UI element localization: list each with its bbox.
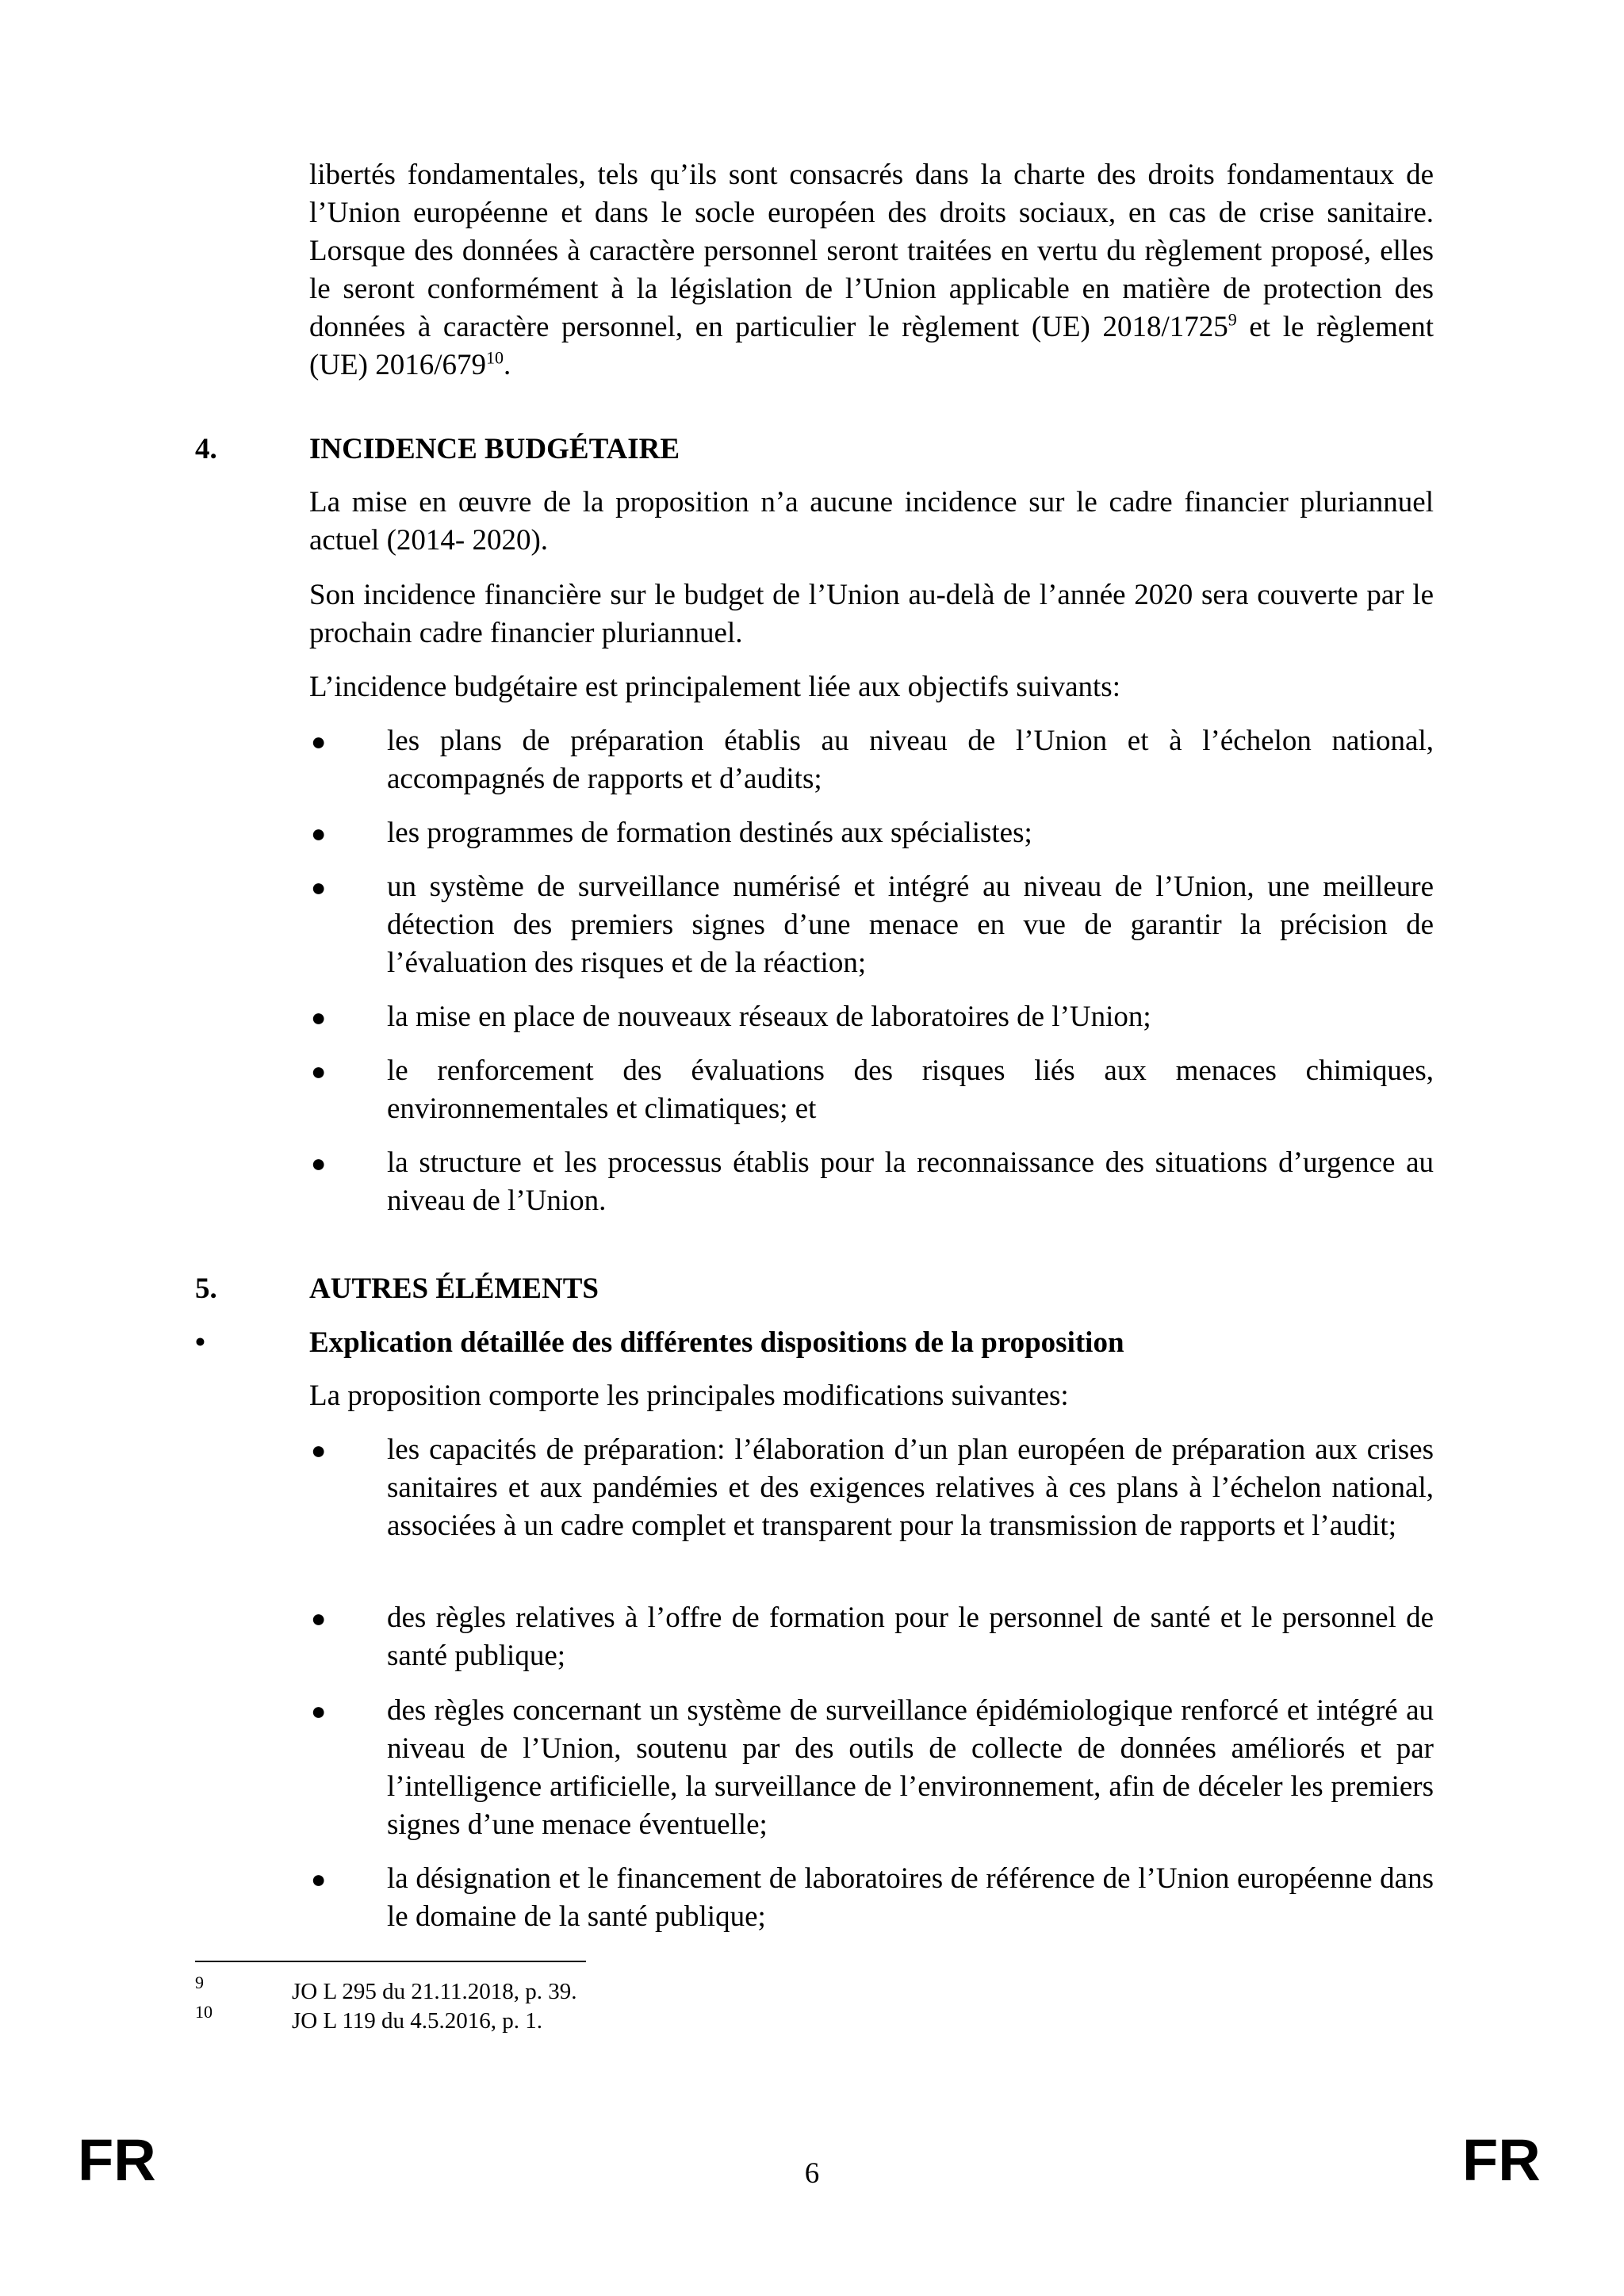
bullet-icon: ● [311,1865,327,1893]
footnote-separator [195,1961,586,1962]
intro-text-1: libertés fondamentales, tels qu’ils sont consacrés dans la charte des droits fondamentaux de l’Union européenne et dans le socle européen des droits sociaux, en cas de crise sanitaire. Lorsque des données à caractère personnel seront traitées en vertu du règlement proposé, elles le seront conformément à la législation de l’Union applicable en matière de protection des données à caractère personnel, en particulier le règlement (UE) 2018/1725 [309,159,1434,343]
section-4-bullet-4: la mise en place de nouveaux réseaux de laboratoires de l’Union; [387,1001,1151,1033]
section-4-bullet-5: le renforcement des évaluations des risques liés aux menaces chimiques, environnementales et climatiques; et [387,1054,1434,1125]
bullet-icon: ● [311,1697,327,1725]
intro-text-2: et le règlement (UE) 2016/679 [309,311,1434,381]
bullet-icon: ● [311,819,327,848]
footnote-ref-9[interactable]: 9 [1228,309,1237,330]
subsection-marker-icon: • [195,1326,205,1359]
section-4-number: 4. [195,433,217,465]
section-5-paragraph-1: La proposition comporte les principales modifications suivantes: [309,1380,1069,1412]
bullet-icon: ● [311,1436,327,1464]
bullet-icon: ● [311,1149,327,1177]
section-5-subtitle: Explication détaillée des différentes dispositions de la proposition [309,1326,1124,1359]
footnote-10-text: JO L 119 du 4.5.2016, p. 1. [292,2008,543,2034]
bullet-icon: ● [311,873,327,901]
section-5-bullet-1: les capacités de préparation: l’élaboration d’un plan européen de préparation aux crises sanitaires et aux pandémies et des exigences relatives à ces plans à l’échelon national, associées à un cadre complet et transparent pour la transmission de rapports et l’audit; [387,1433,1434,1542]
bullet-icon: ● [311,1604,327,1632]
bullet-icon: ● [311,1003,327,1031]
footnote-9-text: JO L 295 du 21.11.2018, p. 39. [292,1979,577,2004]
section-5-bullet-2: des règles relatives à l’offre de formation pour le personnel de santé et le personnel de santé publique; [387,1601,1434,1672]
language-tag-left: FR [78,2127,156,2193]
section-4-bullet-1: les plans de préparation établis au niveau de l’Union et à l’échelon national, accompagnés de rapports et d’audits; [387,725,1434,795]
intro-paragraph [309,156,1434,385]
footnote-ref-10[interactable]: 10 [486,347,504,368]
page-number: 6 [804,2157,820,2190]
section-4-bullet-3: un système de surveillance numérisé et intégré au niveau de l’Union, une meilleure détection des premiers signes d’une menace en vue de garantir la précision de l’évaluation des risques et de la réaction; [387,871,1434,979]
section-5-bullet-4: la désignation et le financement de laboratoires de référence de l’Union européenne dans le domaine de la santé publique; [387,1862,1434,1933]
section-4-bullet-2: les programmes de formation destinés aux spécialistes; [387,817,1032,849]
section-4-title: INCIDENCE BUDGÉTAIRE [309,433,680,465]
section-5-title: AUTRES ÉLÉMENTS [309,1272,599,1305]
section-4-paragraph-1: La mise en œuvre de la proposition n’a aucune incidence sur le cadre financier pluriannuel actuel (2014- 2020). [309,486,1434,557]
bullet-icon: ● [311,1057,327,1085]
section-4-bullet-6: la structure et les processus établis pour la reconnaissance des situations d’urgence au niveau de l’Union. [387,1146,1434,1217]
footnote-10-number: 10 [195,2002,213,2022]
section-4-paragraph-3: L’incidence budgétaire est principalement liée aux objectifs suivants: [309,671,1120,703]
section-5-bullet-3: des règles concernant un système de surveillance épidémiologique renforcé et intégré au niveau de l’Union, soutenu par des outils de collecte de données améliorés et par l’intelligence artificielle, la surveillance de l’environnement, afin de déceler les premiers signes d’une menace éventuelle; [387,1694,1434,1841]
bullet-icon: ● [311,727,327,756]
intro-text-end: . [504,349,511,381]
footnote-9-number: 9 [195,1973,204,1992]
section-5-number: 5. [195,1272,217,1305]
section-4-paragraph-2: Son incidence financière sur le budget de l’Union au-delà de l’année 2020 sera couverte par le prochain cadre financier pluriannuel. [309,579,1434,649]
language-tag-right: FR [1462,2127,1541,2193]
